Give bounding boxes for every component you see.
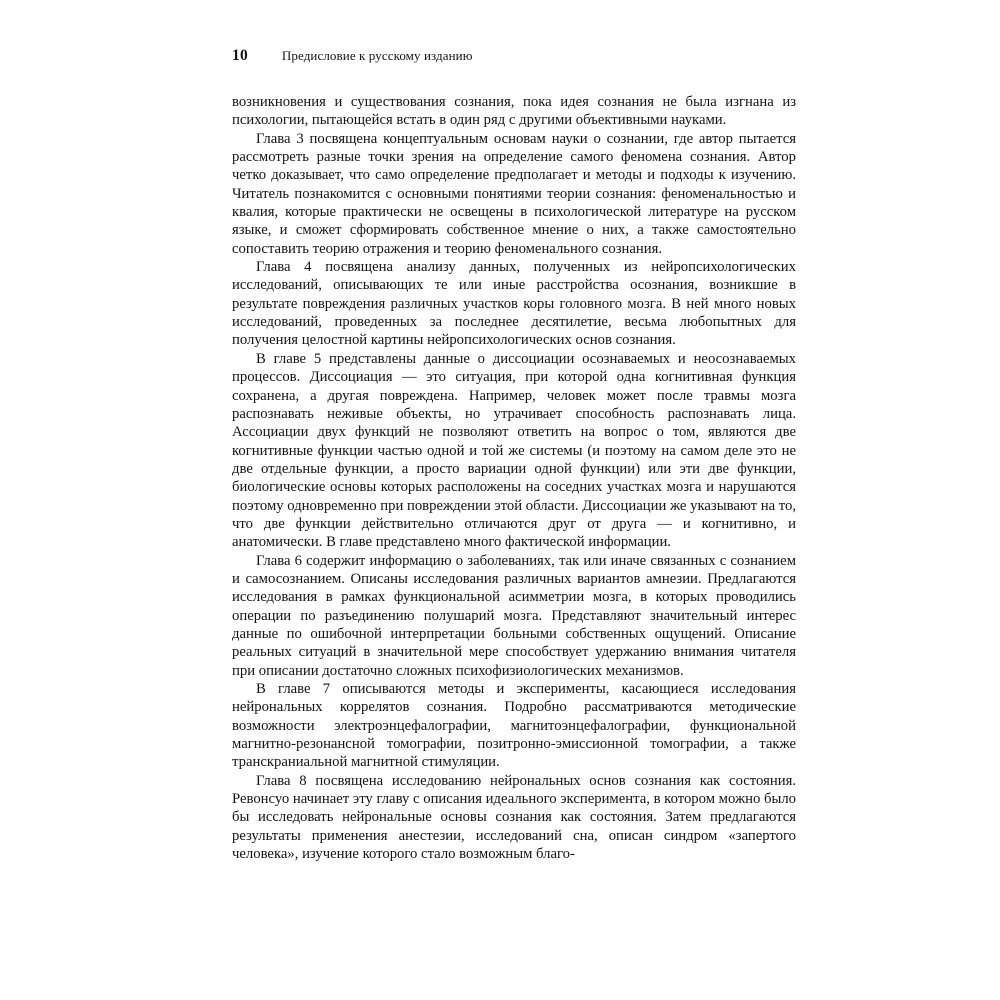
paragraph-chapter-8: Глава 8 посвящена исследованию нейрональных основ сознания как состояния. Ревонсуо начинает эту главу с описания идеального эксперимента, в котором можно было бы исследовать нейрональные основы сознания как состояния. Затем предлагаются результаты применения анестезии, исследований сна, описан синдром «запертого человека», изучение которого стало возможным благо- [232, 772, 796, 863]
paragraph-chapter-4: Глава 4 посвящена анализу данных, полученных из нейропсихологических исследований, описывающих те или иные расстройства осознания, возникшие в результате повреждения различных участков коры головного мозга. В ней много новых исследований, проведенных за последнее десятилетие, весьма любопытных для получения целостной картины нейропсихологических основ сознания. [232, 259, 796, 349]
body-text [232, 93, 796, 863]
paragraph-chapter-7: В главе 7 описываются методы и эксперименты, касающиеся исследования нейрональных коррелятов сознания. Подробно рассматриваются методические возможности электроэнцефалографии, магнитоэнцефалографии, функциональной магнитно-резонансной томографии, позитронно-эмиссионной томографии, а также транскраниальной магнитной стимуляции. [232, 681, 796, 771]
paragraph-chapter-3: Глава 3 посвящена концептуальным основам науки о сознании, где автор пытается рассмотреть разные точки зрения на определение самого феномена сознания. Автор четко доказывает, что само определение предполагает и методы и подходы к изучению. Читатель познакомится с основными понятиями теории сознания: феноменальностью и квалия, которые практически не освещены в психологической литературе на русском языке, и сможет сформировать собственное мнение о них, а также самостоятельно сопоставить теорию отражения и теорию феноменального сознания. [232, 130, 796, 257]
page-header [232, 47, 796, 65]
paragraph-chapter-6: Глава 6 содержит информацию о заболеваниях, так или иначе связанных с сознанием и самосознанием. Описаны исследования различных вариантов амнезии. Предлагаются исследования в рамках функциональной асимметрии мозга, в которых проводились операции по разъединению полушарий мозга. Представляют значительный интерес данные по ошибочной интерпретации больными собственных ощущений. Описание реальных ситуаций в значительной мере способствует удержанию внимания читателя при описании достаточно сложных психофизиологических механизмов. [232, 552, 796, 679]
paragraph-continuation: возникновения и существования сознания, пока идея сознания не была изгнана из психологии, пытающейся встать в один ряд с другими объективными науками. [232, 94, 796, 129]
paragraph-chapter-5: В главе 5 представлены данные о диссоциации осознаваемых и неосознаваемых процессов. Диссоциация — это ситуация, при которой одна когнитивная функция сохранена, а другая повреждена. Например, человек может после травмы мозга распознавать неживые объекты, но утрачивает способность распознавать лица. Ассоциации двух функций не позволяют ответить на вопрос о том, являются две когнитивные функции частью одной и той же системы (и поэтому на самом деле это не две отдельные функции, а просто вариации одной функции) или эти две функции, биологические основы которых расположены на соседних участках мозга и нарушаются поэтому одновременно при повреждении этой области. Диссоциации же указывают на то, что две функции действительно отличаются друг от друга — и когнитивно, и анатомически. В главе представлено много фактической информации. [232, 350, 796, 551]
page-number: 10 [232, 47, 248, 64]
text-column [232, 47, 796, 863]
running-header-title: Предисловие к русскому изданию [281, 48, 473, 63]
